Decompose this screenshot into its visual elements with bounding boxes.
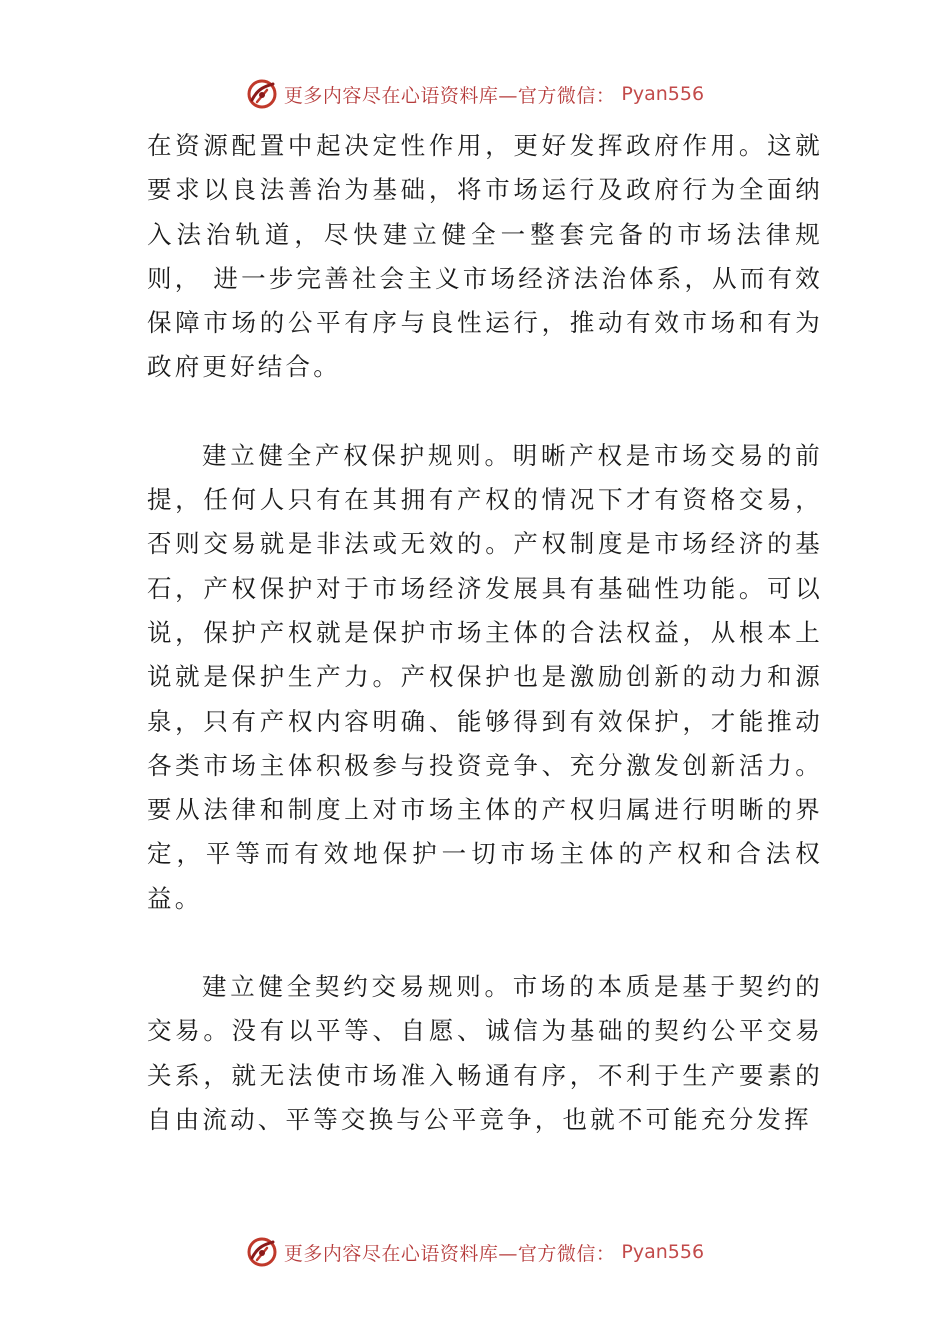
document-body	[147, 124, 823, 1142]
header-wechat-id: Pyan556	[621, 83, 705, 105]
header-banner	[0, 74, 950, 114]
paragraph-3: 建立健全契约交易规则。市场的本质是基于契约的交易。没有以平等、自愿、诚信为基础的契约公平交易关系，就无法使市场准入畅通有序，不利于生产要素的自由流动、平等交换与公平竞争，也就不可能充分发挥	[147, 972, 823, 1134]
paragraph-2: 建立健全产权保护规则。明晰产权是市场交易的前提，任何人只有在其拥有产权的情况下才有资格交易，否则交易就是非法或无效的。产权制度是市场经济的基石，产权保护对于市场经济发展具有基础性功能。可以说，保护产权就是保护市场主体的合法权益，从根本上说就是保护生产力。产权保护也是激励创新的动力和源泉，只有产权内容明确、能够得到有效保护，才能推动各类市场主体积极参与投资竞争、充分激发创新活力。要从法律和制度上对市场主体的产权归属进行明晰的界定，平等而有效地保护一切市场主体的产权和合法权益。	[147, 440, 823, 913]
header-brand-text: 更多内容尽在心语资料库—官方微信：	[283, 84, 616, 107]
footer-wechat-id: Pyan556	[621, 1241, 705, 1263]
footer-banner	[0, 1232, 950, 1272]
red-seal-logo-icon	[246, 1236, 278, 1268]
paragraph-1: 在资源配置中起决定性作用，更好发挥政府作用。这就要求以良法善治为基础，将市场运行及政府行为全面纳入法治轨道，尽快建立健全一整套完备的市场法律规则， 进一步完善社会主义市场经济法治体系，从而有效保障市场的公平有序与良性运行，推动有效市场和有为政府更好结合。	[147, 131, 823, 382]
footer-brand-text: 更多内容尽在心语资料库—官方微信：	[283, 1242, 616, 1265]
red-seal-logo-icon	[246, 78, 278, 110]
paragraph-gap	[147, 390, 823, 434]
paragraph-gap	[147, 921, 823, 965]
